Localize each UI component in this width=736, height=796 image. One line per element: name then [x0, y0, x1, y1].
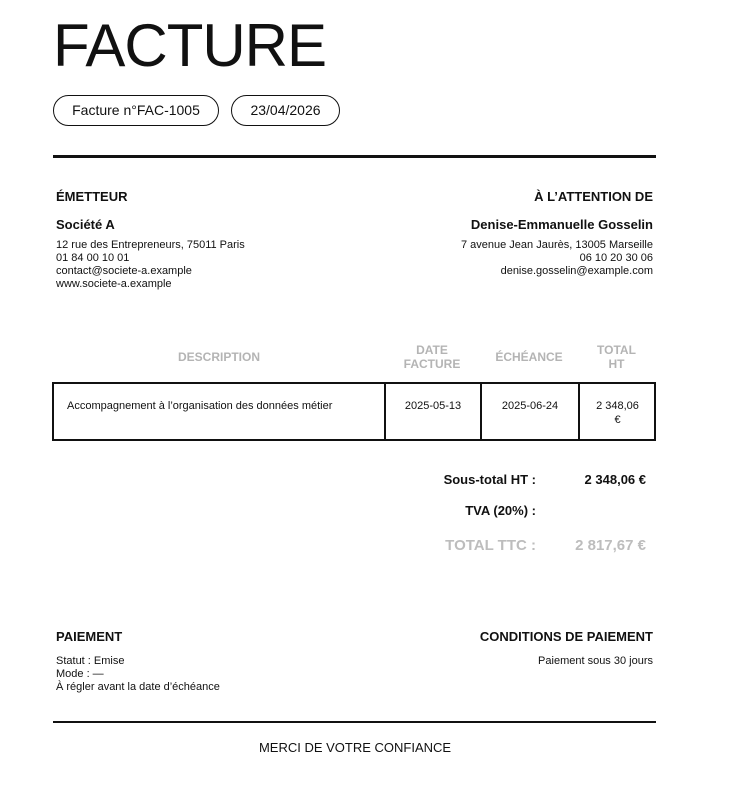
ttc-value: 2 817,67 €: [575, 537, 646, 554]
row-total-ht: [580, 399, 655, 427]
invoice-number-badge: Facture n°FAC-1005: [53, 95, 219, 126]
payment-heading: PAIEMENT: [56, 629, 123, 644]
row-date-facture: 2025-05-13: [404, 400, 462, 412]
emitter-website: www.societe-a.example: [56, 278, 172, 290]
row-total-ht-currency: €: [614, 414, 621, 426]
client-name: Denise-Emmanuelle Gosselin: [470, 217, 653, 232]
column-header-echeance: ÉCHÉANCE: [495, 350, 563, 364]
column-header-total-ht: [578, 343, 655, 371]
bottom-divider: [53, 721, 656, 723]
payment-note: À régler avant la date d’échéance: [56, 681, 220, 693]
column-header-description: DESCRIPTION: [177, 350, 260, 364]
payment-status: Statut : Emise: [56, 655, 125, 667]
emitter-email: contact@societe-a.example: [56, 265, 192, 277]
subtotal-value: 2 348,06 €: [584, 472, 646, 487]
client-heading: À L’ATTENTION DE: [534, 189, 653, 204]
emitter-phone: 01 84 00 10 01: [56, 252, 130, 264]
column-header-date-facture-line1: DATE: [416, 343, 448, 357]
tva-label: TVA (20%) :: [465, 503, 536, 518]
ttc-label: TOTAL TTC :: [445, 537, 536, 554]
row-total-ht-amount: 2 348,06: [596, 400, 639, 412]
table-row: [52, 382, 656, 441]
emitter-address: 12 rue des Entrepreneurs, 75011 Paris: [56, 239, 245, 251]
client-phone: 06 10 20 30 06: [579, 252, 653, 264]
client-email: denise.gosselin@example.com: [500, 265, 653, 277]
client-address: 7 avenue Jean Jaurès, 13005 Marseille: [460, 239, 653, 251]
payment-mode: Mode : —: [56, 668, 104, 680]
emitter-name: Société A: [56, 217, 115, 232]
emitter-heading: ÉMETTEUR: [56, 189, 128, 204]
column-header-total-ht-line2: HT: [608, 357, 625, 371]
client-details: [461, 239, 653, 278]
column-header-total-ht-line1: TOTAL: [597, 343, 636, 357]
invoice-title: FACTURE: [53, 12, 327, 79]
subtotal-label: Sous-total HT :: [443, 472, 536, 487]
column-header-date-facture-line2: FACTURE: [403, 357, 461, 371]
emitter-details: [56, 239, 245, 291]
conditions-text: Paiement sous 30 jours: [538, 655, 653, 667]
column-header-date-facture: [384, 343, 480, 371]
row-echeance: 2025-06-24: [501, 400, 559, 412]
payment-details: [56, 655, 220, 694]
invoice-date-badge: 23/04/2026: [231, 95, 340, 126]
thanks-message: MERCI DE VOTRE CONFIANCE: [258, 740, 452, 755]
top-divider: [53, 155, 656, 158]
conditions-heading: CONDITIONS DE PAIEMENT: [479, 629, 653, 644]
row-description: Accompagnement à l’organisation des données métier: [67, 400, 333, 412]
